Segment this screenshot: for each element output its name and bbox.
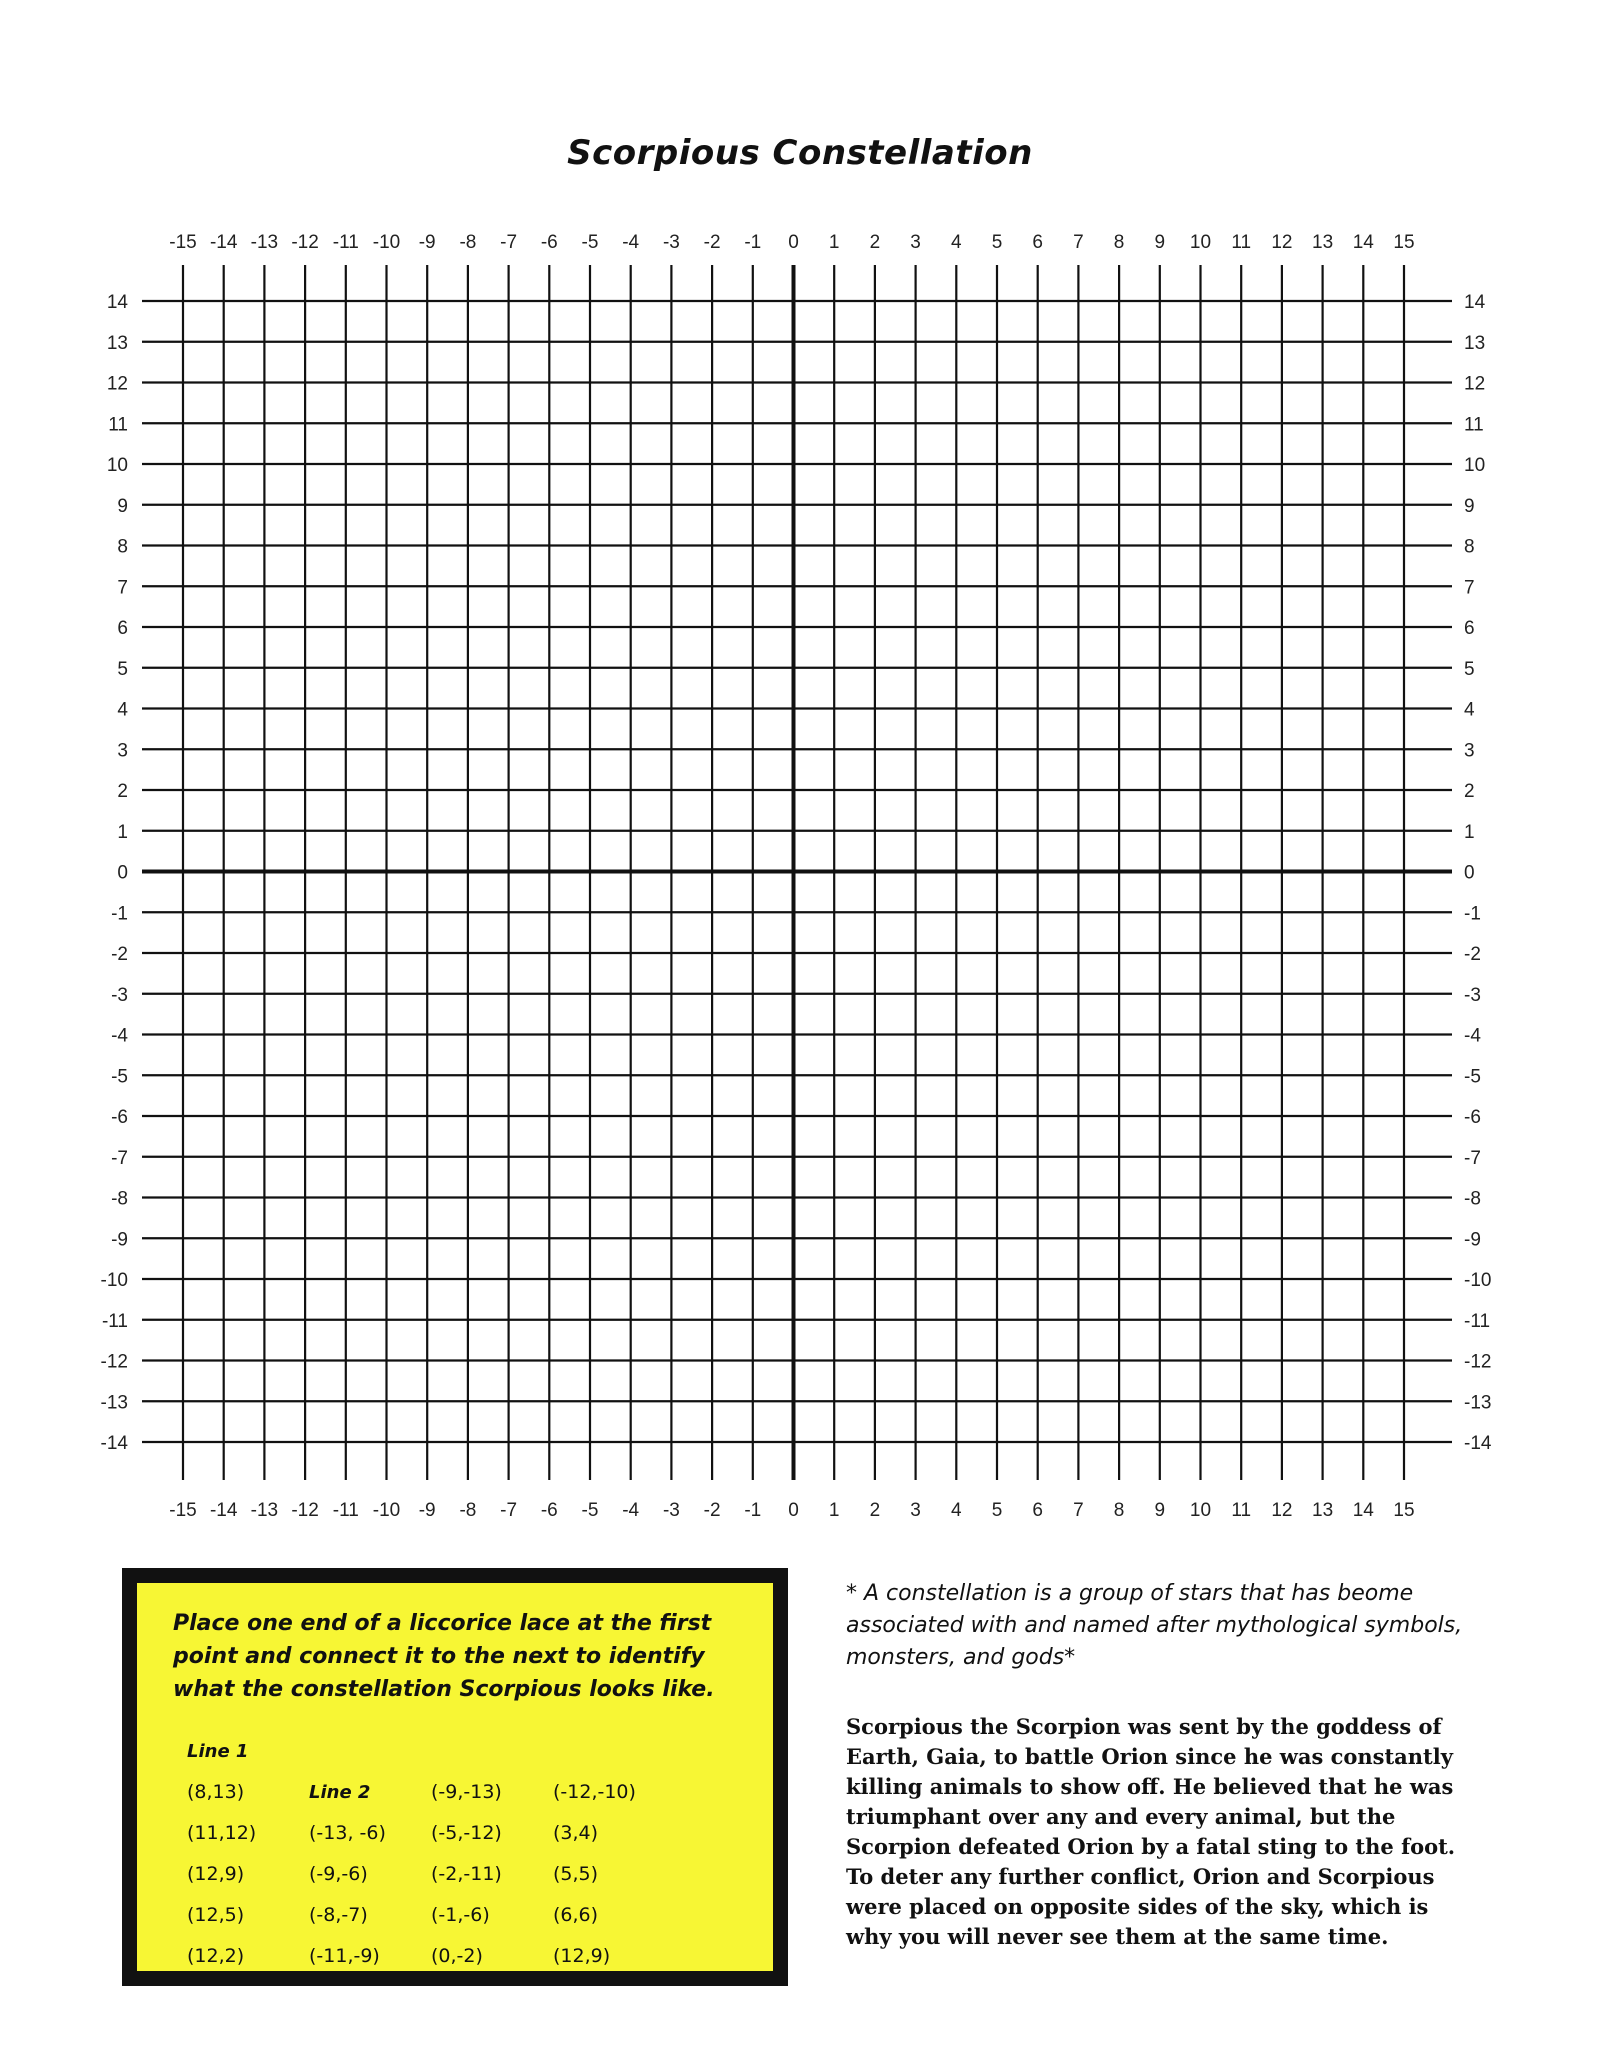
y-tick-label-right: -13 (1464, 1392, 1492, 1414)
y-tick-label-right: -1 (1464, 903, 1481, 925)
points-column-1 (187, 1731, 256, 1977)
x-tick-label-bottom: 9 (1154, 1500, 1166, 1520)
x-tick-label-bottom: -3 (662, 1500, 680, 1520)
x-tick-label-top: 7 (1073, 232, 1084, 253)
point: (0,-2) (431, 1945, 483, 1967)
axis-labels (101, 232, 1492, 1520)
y-tick-label-left: -1 (111, 903, 128, 925)
y-tick-label-right: -9 (1464, 1229, 1481, 1251)
y-tick-label-left: 14 (106, 292, 128, 313)
y-tick-label-left: 3 (117, 740, 128, 762)
y-tick-label-right: 9 (1464, 495, 1475, 517)
y-tick-label-right: -6 (1464, 1107, 1481, 1128)
y-tick-label-right: -10 (1464, 1270, 1492, 1291)
x-tick-label-bottom: 15 (1393, 1500, 1415, 1520)
y-tick-label-left: -5 (111, 1066, 128, 1088)
x-tick-label-top: 5 (991, 232, 1003, 253)
point: (-5,-12) (431, 1822, 502, 1844)
y-tick-label-left: -6 (111, 1107, 128, 1128)
x-tick-label-top: 8 (1113, 232, 1125, 253)
y-tick-label-left: -11 (101, 1310, 128, 1332)
x-tick-label-bottom: -6 (540, 1500, 558, 1520)
line1-label: Line 1 (187, 1741, 249, 1762)
y-tick-label-left: 5 (117, 658, 128, 680)
x-tick-label-bottom: 4 (951, 1500, 962, 1520)
x-tick-label-top: -6 (540, 232, 558, 253)
points-column-3 (431, 1772, 502, 1977)
points-column-4 (553, 1772, 636, 1977)
x-tick-label-top: 1 (828, 232, 840, 253)
x-tick-label-top: -13 (250, 232, 279, 253)
instructions-box (122, 1568, 788, 1986)
y-tick-label-left: 12 (106, 373, 128, 395)
x-tick-label-bottom: 7 (1073, 1500, 1084, 1520)
x-tick-label-bottom: 13 (1312, 1500, 1334, 1520)
x-tick-label-bottom: -7 (500, 1500, 518, 1520)
x-tick-label-top: 4 (951, 232, 962, 253)
x-tick-label-top: -7 (500, 232, 518, 253)
x-tick-label-bottom: -9 (418, 1500, 436, 1520)
x-tick-label-top: -9 (418, 232, 436, 253)
point: (12,5) (187, 1904, 245, 1926)
point: (12,9) (187, 1863, 245, 1885)
y-tick-label-left: -3 (111, 984, 128, 1006)
y-tick-label-left: 8 (117, 536, 128, 558)
y-tick-label-left: 2 (117, 781, 128, 802)
y-tick-label-left: 0 (117, 862, 128, 884)
x-tick-label-top: 12 (1271, 232, 1293, 253)
y-tick-label-left: 4 (117, 699, 128, 721)
y-tick-label-right: 3 (1464, 740, 1475, 762)
x-tick-label-bottom: -13 (250, 1500, 279, 1520)
x-tick-label-top: 10 (1189, 232, 1212, 253)
grid-lines (142, 265, 1452, 1480)
x-tick-label-bottom: 10 (1189, 1500, 1212, 1520)
y-tick-label-right: -12 (1464, 1351, 1492, 1373)
y-tick-label-right: 7 (1464, 577, 1475, 599)
x-tick-label-top: -2 (703, 232, 721, 253)
y-tick-label-right: 5 (1464, 658, 1475, 680)
x-tick-label-top: -11 (332, 232, 359, 253)
y-tick-label-left: -9 (111, 1229, 128, 1251)
y-tick-label-right: 13 (1464, 332, 1486, 354)
x-tick-label-top: -4 (622, 232, 640, 253)
y-tick-label-left: -13 (100, 1392, 128, 1414)
x-tick-label-top: 9 (1154, 232, 1166, 253)
point: (-12,-10) (553, 1781, 636, 1803)
x-tick-label-top: 14 (1352, 232, 1374, 253)
y-tick-label-left: 11 (108, 414, 128, 436)
y-tick-label-right: 11 (1464, 414, 1484, 436)
x-tick-label-top: -3 (662, 232, 680, 253)
point: (-11,-9) (309, 1945, 380, 1967)
y-tick-label-right: 10 (1464, 455, 1486, 476)
point: (8,13) (187, 1781, 245, 1803)
point: (11,12) (187, 1822, 257, 1844)
x-tick-label-bottom: 11 (1231, 1500, 1252, 1520)
y-tick-label-left: -14 (100, 1433, 128, 1454)
instructions-text: Place one end of a liccorice lace at the first point and connect it to the next to identify what the constellation Scorpious looks like. (173, 1611, 715, 1702)
point: (-9,-6) (309, 1863, 368, 1885)
x-tick-label-bottom: -12 (291, 1500, 319, 1520)
x-tick-label-bottom: -10 (372, 1500, 401, 1520)
x-tick-label-bottom: 3 (910, 1500, 921, 1520)
x-tick-label-bottom: 1 (828, 1500, 840, 1520)
y-tick-label-right: -3 (1464, 984, 1481, 1006)
x-tick-label-bottom: 14 (1352, 1500, 1374, 1520)
x-tick-label-bottom: -2 (703, 1500, 721, 1520)
x-tick-label-top: 13 (1312, 232, 1334, 253)
x-tick-label-bottom: -15 (169, 1500, 197, 1520)
x-tick-label-bottom: 0 (788, 1500, 799, 1520)
x-tick-label-bottom: 5 (991, 1500, 1003, 1520)
points-column-2 (309, 1772, 386, 1977)
scorpious-story: Scorpious the Scorpion was sent by the goddess of Earth, Gaia, to battle Orion since he was constantly killing animals to show off. He believed that he was triumphant over any and every animal, but the Scorpion defeated Orion by a fatal sting to the foot. To deter any further conflict, Orion and Scorpious were placed on opposite sides of the sky, which is why you will never see them at the same time. (846, 1714, 1456, 1949)
y-tick-label-left: 6 (117, 618, 128, 639)
y-tick-label-left: 7 (117, 577, 128, 599)
point: (-13, -6) (309, 1822, 386, 1844)
point: (5,5) (553, 1863, 599, 1885)
y-tick-label-right: -8 (1464, 1188, 1481, 1210)
y-tick-label-right: -11 (1464, 1310, 1491, 1332)
y-tick-label-left: 9 (117, 495, 128, 517)
x-tick-label-top: 0 (788, 232, 799, 253)
y-tick-label-left: 1 (117, 821, 128, 843)
x-tick-label-top: -12 (291, 232, 319, 253)
x-tick-label-top: 15 (1393, 232, 1415, 253)
page-title: Scorpious Constellation (567, 133, 1033, 173)
point: (12,9) (553, 1945, 611, 1967)
y-tick-label-left: -8 (111, 1188, 128, 1210)
x-tick-label-top: -8 (459, 232, 477, 253)
y-tick-label-right: -5 (1464, 1066, 1481, 1088)
y-tick-label-right: -14 (1464, 1433, 1492, 1454)
y-tick-label-right: -7 (1464, 1147, 1481, 1169)
y-tick-label-left: 13 (106, 332, 128, 354)
x-tick-label-top: -5 (581, 232, 599, 253)
x-tick-label-bottom: -1 (744, 1500, 762, 1520)
x-tick-label-top: 6 (1032, 232, 1043, 253)
y-tick-label-right: 4 (1464, 699, 1475, 721)
x-tick-label-top: -10 (372, 232, 401, 253)
point: (6,6) (553, 1904, 599, 1926)
point: (-1,-6) (431, 1904, 490, 1926)
x-tick-label-bottom: -8 (459, 1500, 477, 1520)
y-tick-label-right: 12 (1464, 373, 1486, 395)
point: (-8,-7) (309, 1904, 368, 1926)
y-tick-label-right: 2 (1464, 781, 1475, 802)
constellation-note: * A constellation is a group of stars that has beome associated with and named after mythological symbols, monsters, and gods* (846, 1581, 1463, 1670)
x-tick-label-bottom: -14 (209, 1500, 238, 1520)
y-tick-label-right: 8 (1464, 536, 1475, 558)
y-tick-label-right: 0 (1464, 862, 1475, 884)
y-tick-label-left: -4 (111, 1025, 128, 1047)
x-tick-label-bottom: 6 (1032, 1500, 1043, 1520)
y-tick-label-right: 6 (1464, 618, 1475, 639)
x-tick-label-top: 2 (869, 232, 881, 253)
x-tick-label-bottom: 2 (869, 1500, 881, 1520)
x-tick-label-top: 3 (910, 232, 921, 253)
x-tick-label-bottom: -4 (622, 1500, 640, 1520)
point: (-9,-13) (431, 1781, 502, 1803)
y-tick-label-left: 10 (106, 455, 128, 476)
y-tick-label-left: -12 (100, 1351, 128, 1373)
x-tick-label-top: -15 (169, 232, 197, 253)
x-tick-label-top: 11 (1231, 232, 1252, 253)
x-tick-label-top: -1 (744, 232, 762, 253)
x-tick-label-bottom: -11 (332, 1500, 359, 1520)
y-tick-label-left: -2 (111, 944, 128, 965)
y-tick-label-right: 1 (1464, 821, 1475, 843)
y-tick-label-left: -7 (111, 1147, 128, 1169)
y-tick-label-right: -2 (1464, 944, 1481, 965)
x-tick-label-bottom: 12 (1271, 1500, 1293, 1520)
point: (12,2) (187, 1945, 245, 1967)
y-tick-label-right: 14 (1464, 292, 1486, 313)
y-tick-label-left: -10 (100, 1270, 128, 1291)
x-tick-label-bottom: 8 (1113, 1500, 1125, 1520)
y-tick-label-right: -4 (1464, 1025, 1481, 1047)
x-tick-label-bottom: -5 (581, 1500, 599, 1520)
line2-label: Line 2 (309, 1782, 371, 1803)
point: (-2,-11) (431, 1863, 502, 1885)
point: (3,4) (553, 1822, 599, 1844)
x-tick-label-top: -14 (209, 232, 238, 253)
